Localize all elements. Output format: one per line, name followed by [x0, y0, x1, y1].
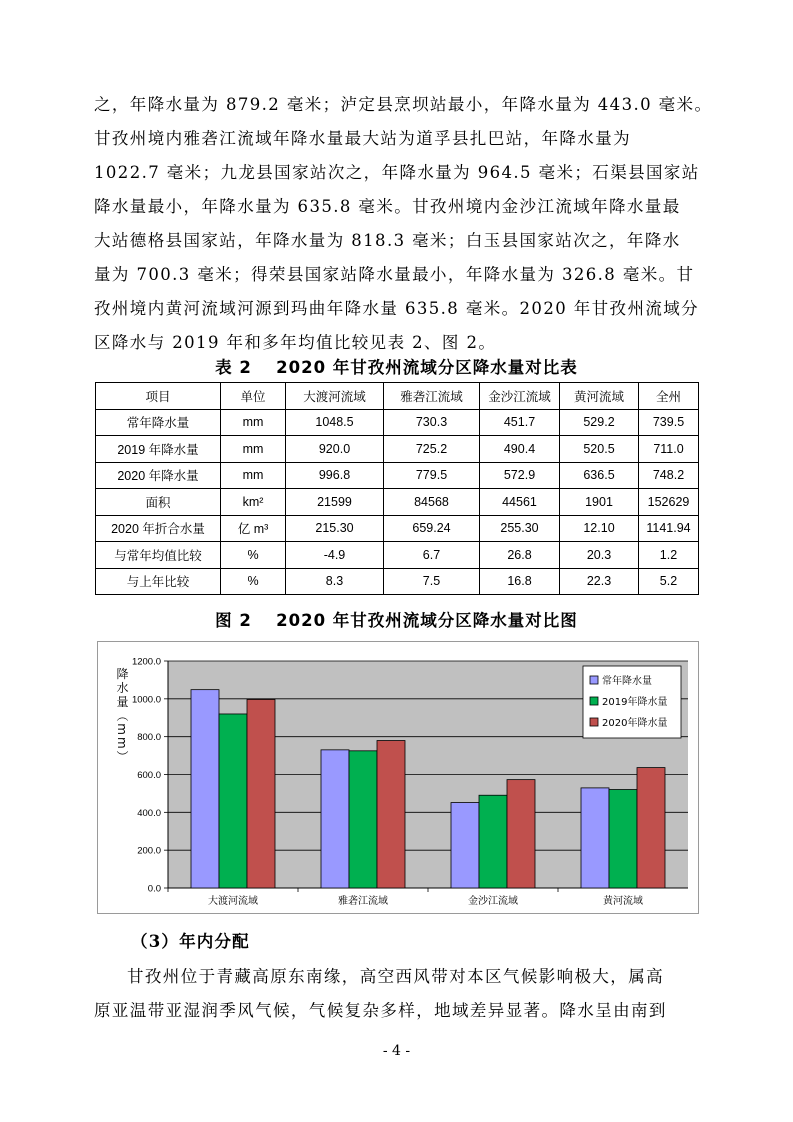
- table-header-cell: 单位: [221, 383, 286, 410]
- table-cell: 2020 年折合水量: [96, 515, 221, 542]
- table-cell: 255.30: [480, 515, 560, 542]
- text-line: 甘孜州位于青藏高原东南缘，高空西风带对本区气候影响极大，属高: [127, 967, 664, 986]
- table-cell: 1048.5: [286, 409, 384, 436]
- bar: [219, 714, 247, 888]
- y-tick-label: 200.0: [137, 845, 161, 857]
- bar: [321, 750, 349, 888]
- legend-swatch: [590, 676, 598, 684]
- bar: [609, 790, 637, 888]
- text-line: 大站德格县国家站，年降水量为 818.3 毫米；白玉县国家站次之，年降水: [94, 231, 681, 250]
- page-number: - 4 -: [382, 1043, 411, 1059]
- table-row: [96, 515, 699, 542]
- bar: [637, 768, 665, 888]
- table-cell: 84568: [384, 489, 480, 516]
- text-line: 区降水与 2019 年和多年均值比较见表 2、图 2。: [94, 333, 497, 352]
- table-cell: 面积: [96, 489, 221, 516]
- table-cell: 2019 年降水量: [96, 436, 221, 463]
- bar: [247, 699, 275, 888]
- table-cell: 2020 年降水量: [96, 462, 221, 489]
- table-header-cell: 全州: [639, 383, 699, 410]
- table-header-cell: 项目: [96, 383, 221, 410]
- table-cell: 636.5: [560, 462, 639, 489]
- legend-swatch: [590, 697, 598, 705]
- table-cell: 730.3: [384, 409, 480, 436]
- table-cell: 490.4: [480, 436, 560, 463]
- table-cell: 215.30: [286, 515, 384, 542]
- table-cell: 44561: [480, 489, 560, 516]
- text-line: 之，年降水量为 879.2 毫米；泸定县烹坝站最小，年降水量为 443.0 毫米。: [94, 95, 713, 114]
- y-tick-label: 600.0: [137, 770, 161, 781]
- bar: [507, 780, 535, 888]
- table-cell: 1.2: [639, 542, 699, 569]
- table-cell: 16.8: [480, 568, 560, 595]
- text-line: 降水量最小，年降水量为 635.8 毫米。甘孜州境内金沙江流域年降水量最: [94, 197, 681, 216]
- x-tick-label: 雅砻江流域: [338, 896, 388, 907]
- table-header-cell: 金沙江流域: [480, 383, 560, 410]
- table-cell: 与常年均值比较: [96, 542, 221, 569]
- table-cell: 152629: [639, 489, 699, 516]
- bar: [349, 751, 377, 888]
- table-cell: %: [221, 542, 286, 569]
- table-row: [96, 542, 699, 569]
- table-cell: 451.7: [480, 409, 560, 436]
- table-header-cell: 雅砻江流域: [384, 383, 480, 410]
- table-cell: 20.3: [560, 542, 639, 569]
- x-tick-label: 黄河流域: [603, 896, 643, 907]
- bar: [581, 788, 609, 888]
- text-line: 甘孜州境内雅砻江流域年降水量最大站为道孚县扎巴站，年降水量为: [94, 129, 631, 148]
- y-tick-label: 800.0: [137, 732, 161, 744]
- table-cell: mm: [221, 436, 286, 463]
- legend-label: 2019年降水量: [602, 697, 668, 708]
- table-cell: 12.10: [560, 515, 639, 542]
- bar: [479, 795, 507, 888]
- x-tick-label: 大渡河流域: [208, 896, 258, 907]
- table-cell: 22.3: [560, 568, 639, 595]
- table-cell: 711.0: [639, 436, 699, 463]
- table-cell: -4.9: [286, 542, 384, 569]
- table-cell: 1141.94: [639, 515, 699, 542]
- table-cell: 520.5: [560, 436, 639, 463]
- y-tick-label: 1200.0: [131, 656, 161, 668]
- legend-label: 常年降水量: [602, 676, 652, 687]
- table-cell: 739.5: [639, 409, 699, 436]
- precipitation-bar-chart: [98, 642, 698, 913]
- table-cell: 920.0: [286, 436, 384, 463]
- x-tick-label: 金沙江流域: [468, 896, 518, 907]
- table-cell: mm: [221, 409, 286, 436]
- table-cell: 与上年比较: [96, 568, 221, 595]
- table-header-row: [96, 383, 699, 410]
- table-cell: 8.3: [286, 568, 384, 595]
- chart-frame: [97, 641, 699, 914]
- y-axis-label: 降水量（mm）: [115, 667, 129, 765]
- table-caption: 表 2 2020 年甘孜州流域分区降水量对比表: [215, 358, 578, 377]
- table-cell: 1901: [560, 489, 639, 516]
- bar: [377, 741, 405, 888]
- text-line: 孜州境内黄河流域河源到玛曲年降水量 635.8 毫米。2020 年甘孜州流域分: [94, 299, 700, 318]
- figure-caption: 图 2 2020 年甘孜州流域分区降水量对比图: [215, 611, 578, 630]
- table-cell: 779.5: [384, 462, 480, 489]
- table-cell: %: [221, 568, 286, 595]
- table-row: [96, 436, 699, 463]
- intro-paragraph: [94, 88, 713, 360]
- y-tick-label: 0.0: [147, 883, 161, 895]
- table-cell: 5.2: [639, 568, 699, 595]
- bar: [451, 803, 479, 888]
- table-cell: 572.9: [480, 462, 560, 489]
- y-tick-label: 400.0: [137, 807, 161, 819]
- table-cell: 529.2: [560, 409, 639, 436]
- table-cell: 996.8: [286, 462, 384, 489]
- y-tick-label: 1000.0: [131, 694, 161, 706]
- section-heading: （3）年内分配: [131, 932, 250, 951]
- table-row: [96, 462, 699, 489]
- table-cell: 725.2: [384, 436, 480, 463]
- text-line: 1022.7 毫米；九龙县国家站次之，年降水量为 964.5 毫米；石渠县国家站: [94, 163, 700, 182]
- table-cell: 亿 m³: [221, 515, 286, 542]
- table-cell: 6.7: [384, 542, 480, 569]
- table-cell: 26.8: [480, 542, 560, 569]
- table-cell: mm: [221, 462, 286, 489]
- table-row: [96, 568, 699, 595]
- legend-label: 2020年降水量: [602, 718, 668, 729]
- table-row: [96, 409, 699, 436]
- text-line: 量为 700.3 毫米；得荣县国家站降水量最小，年降水量为 326.8 毫米。甘: [94, 265, 695, 284]
- table-cell: 659.24: [384, 515, 480, 542]
- body-paragraph: [94, 960, 698, 1028]
- table-row: [96, 489, 699, 516]
- table-header-cell: 黄河流域: [560, 383, 639, 410]
- table-header-cell: 大渡河流域: [286, 383, 384, 410]
- table-cell: 常年降水量: [96, 409, 221, 436]
- table-cell: 21599: [286, 489, 384, 516]
- legend-swatch: [590, 718, 598, 726]
- text-line: 原亚温带亚湿润季风气候，气候复杂多样，地域差异显著。降水呈由南到: [94, 1001, 667, 1020]
- precipitation-table: [95, 382, 699, 595]
- table-cell: 7.5: [384, 568, 480, 595]
- table-cell: km²: [221, 489, 286, 516]
- table-cell: 748.2: [639, 462, 699, 489]
- bar: [191, 690, 219, 888]
